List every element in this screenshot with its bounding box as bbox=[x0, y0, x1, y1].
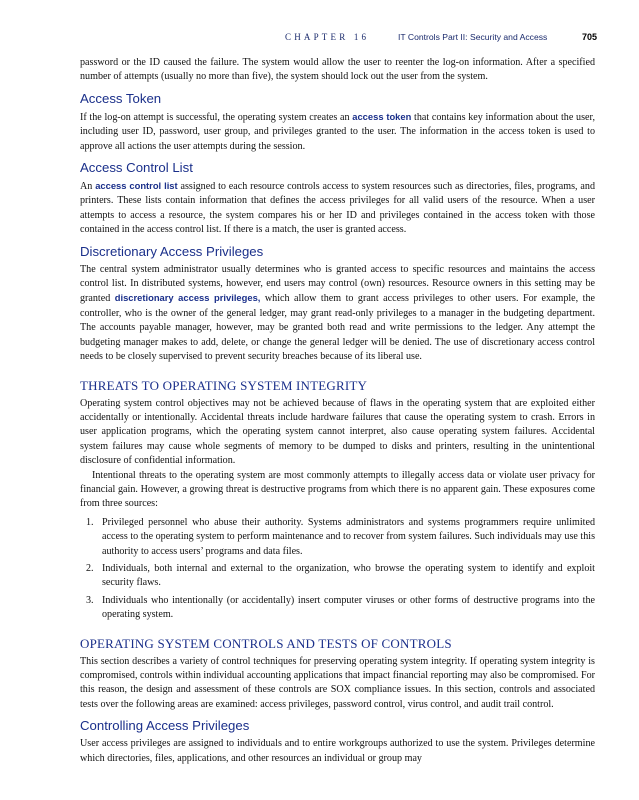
list-item bbox=[80, 562, 595, 591]
chapter-label: CHAPTER 16 bbox=[285, 32, 370, 42]
key-term-access-token: access token bbox=[352, 110, 412, 122]
page-body bbox=[80, 56, 595, 766]
list-item-text: Individuals, both internal and external to the organization, who browse the operating system to identify and exploit security flaws. bbox=[102, 562, 595, 589]
heading-access-token: Access Token bbox=[80, 90, 162, 106]
dap-text-a: The central system administrator usually determines who is granted access to specific resources and maintains the access control list. In distributed systems, however, end users may control (own) resources. Resource owners in this setting may be granted bbox=[80, 263, 595, 305]
key-term-access-control-list: access control list bbox=[95, 180, 178, 192]
heading-discretionary-access-privileges: Discretionary Access Privileges bbox=[80, 243, 264, 259]
heading-os-controls: OPERATING SYSTEM CONTROLS AND TESTS OF CONTROLS bbox=[80, 635, 452, 651]
threat-sources-list bbox=[80, 516, 595, 623]
acl-text-a: An bbox=[80, 181, 96, 193]
acl-text-b: assigned to each resource controls access to system resources such as directories, files, programs, and printers. These lists contain information that defines the access privileges for all valid users of the resource. When a user attempts to access a resource, the system compares his or her ID and privileges contained in the access token with those contained in the access control list. If there is a match, the user is granted access. bbox=[80, 181, 595, 236]
controlling-access-paragraph: User access privileges are assigned to individuals and to entire workgroups authorized to use the system. Privileges determine which directories, files, applications, and other resources an individual or group may bbox=[80, 738, 595, 764]
access-token-paragraph bbox=[80, 110, 595, 154]
threats-paragraph-1: Operating system control objectives may not be achieved because of flaws in the operating system that are exploited either accidentally or intentionally. Accidental threats include hardware failures that cause the operating system to crash. Errors in user application programs, which the operating system cannot interpret, also cause operating system failures. Accidental system failures may cause whole segments of memory to be dumped to disks and printers, resulting in the unintentional disclosure of confidential information. bbox=[80, 397, 595, 467]
list-item-number: 1. bbox=[86, 516, 94, 528]
heading-controlling-access-privileges: Controlling Access Privileges bbox=[80, 718, 250, 734]
dap-paragraph bbox=[80, 263, 595, 365]
access-token-text-a: If the log-on attempt is successful, the operating system creates an bbox=[80, 111, 353, 123]
heading-access-control-list: Access Control List bbox=[80, 160, 193, 176]
threats-paragraph-2: Intentional threats to the operating system are most commonly attempts to illegally access data or violate user privacy for financial gain. However, a growing threat is destructive programs from which there is no apparent gain. These exposures come from three sources: bbox=[80, 469, 595, 510]
intro-paragraph: password or the ID caused the failure. The system would allow the user to reenter the log-on information. After a specified number of attempts (usually no more than five), the system should lock out the user from the system. bbox=[80, 57, 595, 83]
list-item-text: Individuals who intentionally (or accidentally) insert computer viruses or other forms of destructive programs into the operating system. bbox=[102, 594, 595, 621]
list-item-number: 2. bbox=[86, 562, 94, 574]
running-header bbox=[80, 32, 600, 46]
acl-paragraph bbox=[80, 179, 595, 238]
list-item-number: 3. bbox=[86, 594, 94, 606]
list-item-text: Privileged personnel who abuse their authority. Systems administrators and systems programmers require unlimited access to the operating system to perform maintenance and to recover from system failures. Such individuals may use this authority to access users’ programs and data files. bbox=[102, 516, 595, 557]
os-controls-paragraph: This section describes a variety of control techniques for preserving operating system integrity. If operating system integrity is compromised, controls within individual accounting applications that impact financial reporting may also be compromised. For this reason, the design and assessment of these controls are SOX compliance issues. In this section, controls and associated tests over the following areas are examined: access privileges, password control, virus control, and audit trail control. bbox=[80, 655, 595, 710]
page-number: 705 bbox=[581, 32, 597, 42]
heading-threats: THREATS TO OPERATING SYSTEM INTEGRITY bbox=[80, 377, 368, 393]
key-term-discretionary-access-privileges: discretionary access privileges, bbox=[114, 292, 261, 304]
running-section-title: IT Controls Part II: Security and Access bbox=[398, 32, 548, 42]
access-token-text-b: that contains key information about the user, including user ID, password, user group, and privileges granted to the user. The information in the access token is used to approve all actions the user attempts during the session. bbox=[80, 111, 595, 152]
list-item bbox=[80, 516, 595, 559]
list-item bbox=[80, 594, 595, 623]
dap-text-b: which allow them to grant access privileges to other users. For example, the controller, who is the owner of the general ledger, may grant read-only privileges to a manager in the budgeting department. The accounts payable manager, however, may be granted both read and write permissions to the ledger. Any attempt the budgeting manager makes to add, delete, or change the general ledger will be denied. The use of discretionary access control needs to be closely supervised to prevent security breaches because of its liberal use. bbox=[80, 293, 595, 363]
